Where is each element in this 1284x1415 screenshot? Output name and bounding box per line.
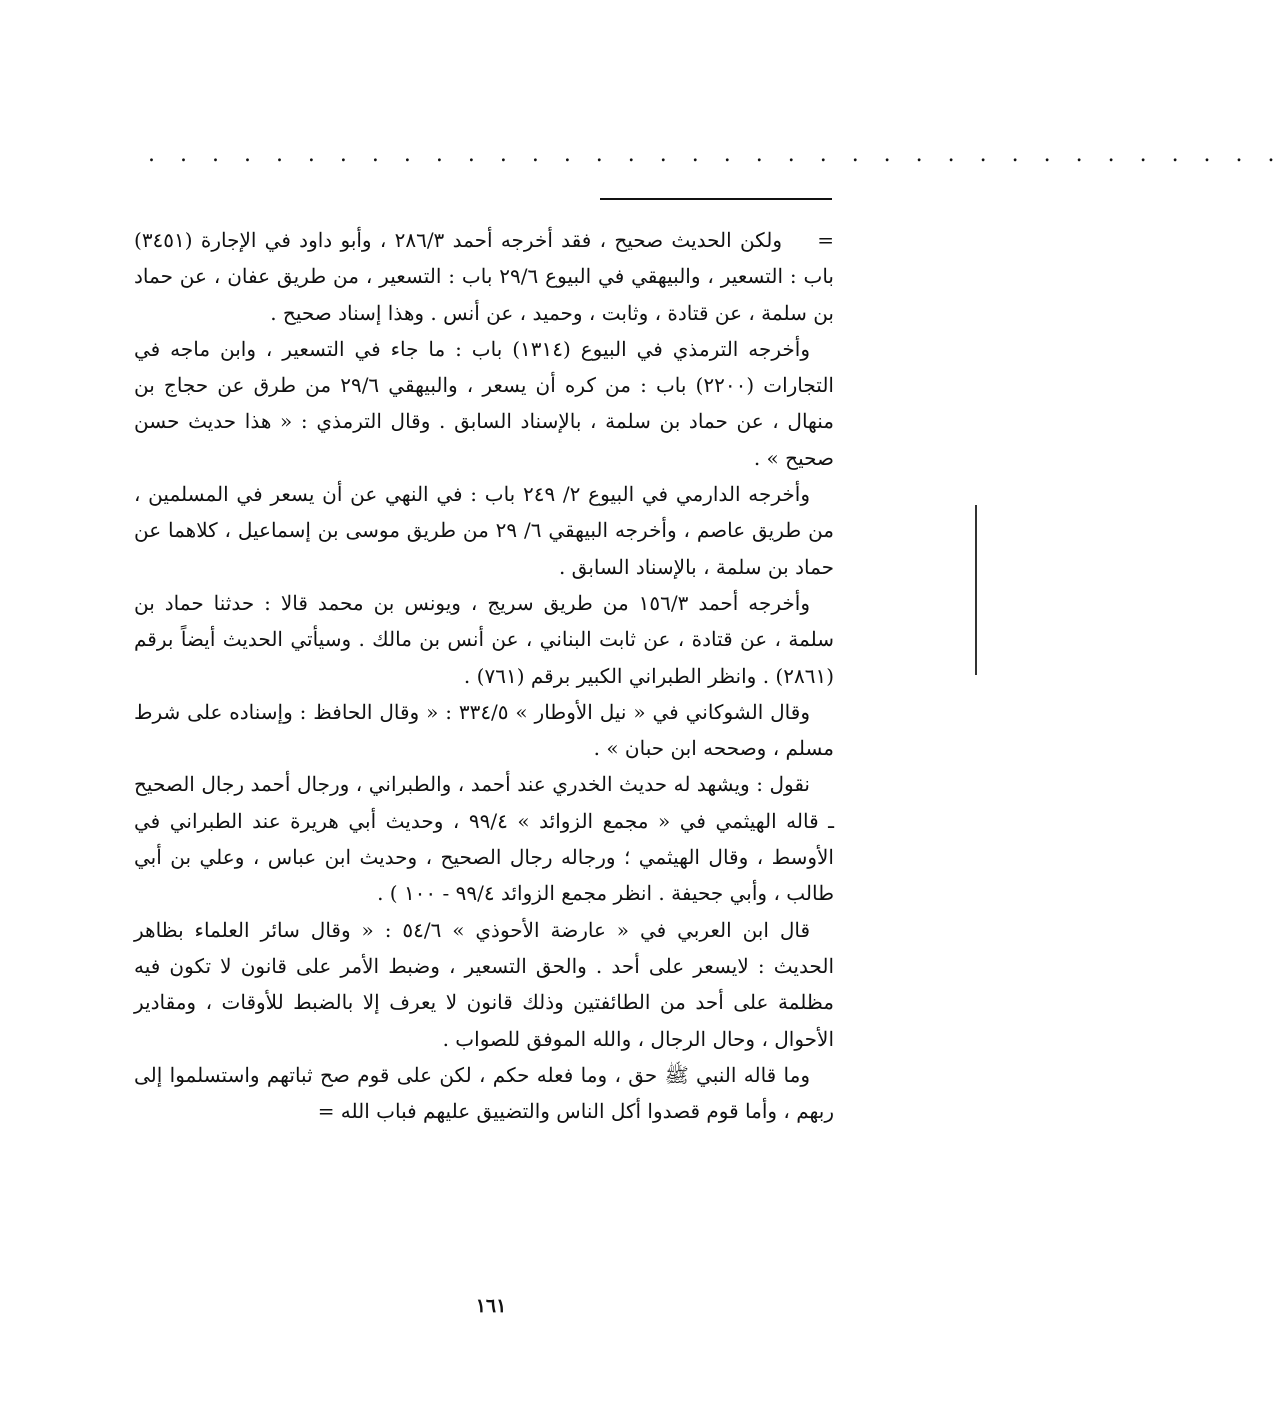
continuation-mark: = — [817, 228, 834, 252]
separator-dots: . . . . . . . . . . . . . . . . . . . . . . . . . . . . . . . . . . . . — [148, 142, 1284, 167]
paragraph-2: وأخرجه الترمذي في البيوع (١٣١٤) باب : ما جاء في التسعير ، وابن ماجه في التجارات (٢٢٠٠) باب : من كره أن يسعر ، والبيهقي ٢٩/٦ من طرق عن حجاج بن منهال ، عن حماد بن سلمة ، بالإسناد السابق . وقال الترمذي : « هذا حديث حسن صحيح » . — [134, 336, 834, 470]
footnote-text — [134, 222, 834, 1129]
scan-edge-mark — [975, 505, 977, 675]
paragraph-7: قال ابن العربي في « عارضة الأحوذي » ٥٤/٦ : « وقال سائر العلماء بظاهر الحديث : لايسعر على أحد . والحق التسعير ، وضبط الأمر على قانون لا تكون فيه مظلمة على أحد من الطائفتين وذلك قانون لا يعرف إلا بالضبط للأوقات ، ومقادير الأحوال ، وحال الرجال ، والله الموفق للصواب . — [134, 917, 834, 1051]
paragraph-3: وأخرجه الدارمي في البيوع ٢/ ٢٤٩ باب : في النهي عن أن يسعر في المسلمين ، من طريق عاصم ، وأخرجه البيهقي ٦/ ٢٩ من طريق موسى بن إسماعيل ، كلاهما عن حماد بن سلمة ، بالإسناد السابق . — [134, 482, 835, 579]
paragraph-4: وأخرجه أحمد ١٥٦/٣ من طريق سريج ، ويونس بن محمد قالا : حدثنا حماد بن سلمة ، عن قتادة ، عن ثابت البناني ، عن أنس بن مالك . وسيأتي الحديث أيضاً برقم (٢٨٦١) . وانظر الطبراني الكبير برقم (٧٦١) . — [134, 590, 834, 688]
paragraph-5: وقال الشوكاني في « نيل الأوطار » ٣٣٤/٥ : « وقال الحافظ : وإسناده على شرط مسلم ، وصححه ابن حبان » . — [134, 699, 834, 761]
paragraph-8: وما قاله النبي ﷺ حق ، وما فعله حكم ، لكن على قوم صح ثباتهم واستسلموا إلى ربهم ، وأما قوم قصدوا أكل الناس والتضييق عليهم فباب الله = — [134, 1062, 834, 1124]
paragraph-1-text: ولكن الحديث صحيح ، فقد أخرجه أحمد ٢٨٦/٣ ، وأبو داود في الإجارة (٣٤٥١) باب : التسعير ، والبيهقي في البيوع ٢٩/٦ باب : التسعير ، من طريق عفان ، عن حماد بن سلمة ، عن قتادة ، وثابت ، وحميد ، عن أنس . وهذا إسناد صحيح . — [134, 228, 834, 325]
footnote-rule — [600, 198, 832, 200]
paragraph-1 — [134, 222, 834, 331]
paragraph-6: نقول : ويشهد له حديث الخدري عند أحمد ، والطبراني ، ورجال أحمد رجال الصحيح ـ قاله الهيثمي في « مجمع الزوائد » ٩٩/٤ ، وحديث أبي هريرة عند الطبراني في الأوسط ، وقال الهيثمي ؛ ورجاله رجال الصحيح ، وحديث ابن عباس ، وعلي بن أبي طالب ، وأبي جحيفة . انظر مجمع الزوائد ٩٩/٤ - ١٠٠ ) . — [134, 772, 835, 906]
page-number: ١٦١ — [475, 1295, 507, 1317]
